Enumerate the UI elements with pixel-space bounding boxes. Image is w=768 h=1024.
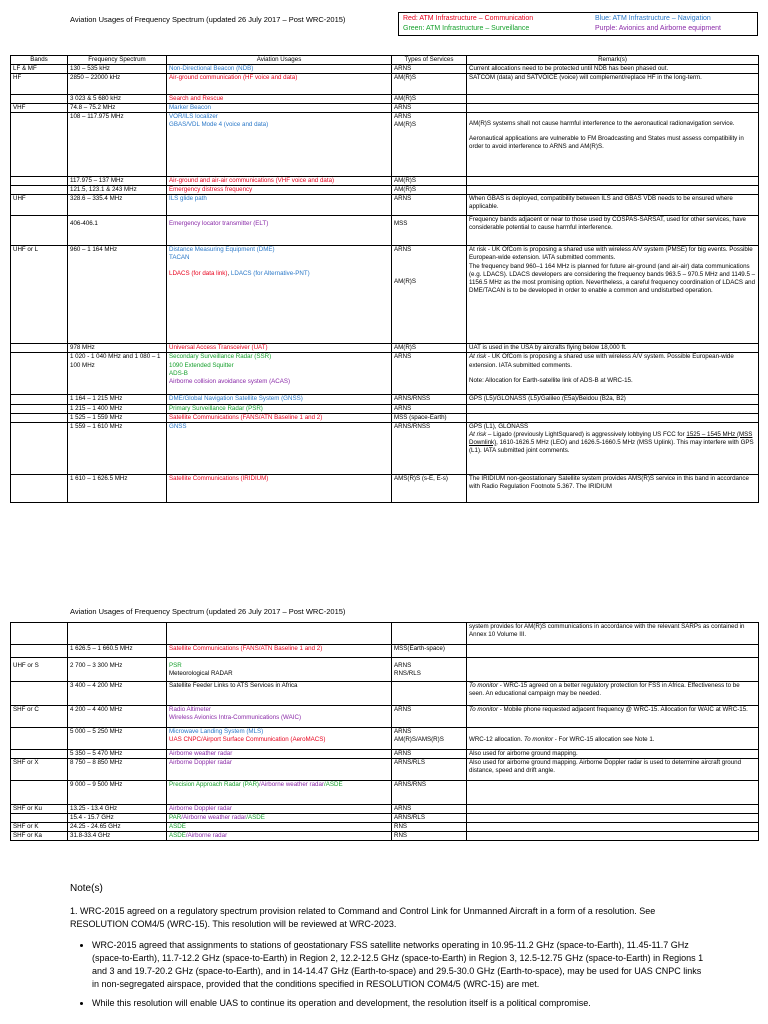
usage-cell [167, 658, 392, 682]
frequency-cell: 960 – 1 164 MHz [68, 246, 167, 344]
remark-line: The frequency band 960–1 164 MHz is planned for future air-ground (and air-air) data communications (e.g. LDACS). LDACS developers are considering the frequency bands 963.5 – 970.5 MHz and 1149.5 – 1156.5 MHz as the most promising option. Nevertheless, a careful frequency coordination of LDACS and DME/TACAN is to be developed in order to enable a common and undisturbed operation. [469, 262, 756, 294]
band-cell [11, 95, 68, 104]
remark-cell: Also used for airborne ground mapping. Airborne Doppler radar is used to determine aircraft ground distance, speed and drift angle. [467, 759, 759, 781]
remark-cell: Also used for airborne ground mapping. [467, 750, 759, 759]
remark-text: 1525 – 1545 MHz (MSS Downlink) [469, 430, 753, 446]
band-cell: UHF [11, 195, 68, 216]
table-row [11, 682, 759, 706]
usage-cell [167, 832, 392, 841]
band-cell: SHF or Ku [11, 805, 68, 814]
service-cell: MSS [392, 216, 467, 246]
service-cell: ARNS/RNS [392, 781, 467, 805]
table-row [11, 353, 759, 395]
table-row [11, 246, 759, 344]
frequency-cell: 5 000 – 5 250 MHz [68, 728, 167, 750]
band-cell [11, 395, 68, 404]
remark-text: WRC-12 allocation. [469, 736, 525, 743]
table-row [11, 395, 759, 404]
remark-cell: SATCOM (data) and SATVOICE (voice) will complement/replace HF in the long-term. [467, 74, 759, 95]
legend-green: Green: ATM Infrastructure – Surveillance [403, 25, 530, 32]
usage-line: UAS CNPC/Airport Surface Communication (AeroMACS) [169, 736, 326, 744]
header-usages: Aviation Usages [167, 56, 392, 65]
spectrum-table-1 [10, 55, 759, 503]
band-cell [11, 682, 68, 706]
note-bullet: • While this resolution will enable UAS to continue its operation and development, the resolution itself is a political compromise. [92, 997, 710, 1010]
usage-line: TACAN [169, 254, 190, 262]
usage-part: Precision Approach Radar (PAR) [169, 781, 259, 789]
frequency-cell: 328.6 – 335.4 MHz [68, 195, 167, 216]
frequency-cell: 117.975 – 137 MHz [68, 177, 167, 186]
service-line: AM(R)S [394, 121, 416, 129]
usage-line: ADS-B [169, 369, 188, 377]
usage-part: PAR [169, 814, 182, 822]
usage-part: /Airborne weather radar [181, 814, 247, 822]
frequency-cell: 3 400 – 4 200 MHz [68, 682, 167, 706]
usage-cell [167, 113, 392, 177]
remark-cell [467, 104, 759, 113]
table-row [11, 706, 759, 728]
service-cell: ARNS [392, 104, 467, 113]
page-title: Aviation Usages of Frequency Spectrum (updated 26 July 2017 – Post WRC-2015) [70, 15, 346, 24]
band-cell [11, 353, 68, 395]
usage-cell: Airborne Doppler radar [167, 805, 392, 814]
remark-cell: The IRIDIUM non-geostationary Satellite system provides AMS(R)S service in this band in accordance with Radio Regulation Footnote 5.367. The IRIDIUM [467, 474, 759, 502]
usage-cell: Satellite Feeder Links to ATS Services in Africa [167, 682, 392, 706]
table-row [11, 645, 759, 658]
service-cell: ARNS/RNSS [392, 422, 467, 474]
band-cell: UHF or L [11, 246, 68, 344]
spectrum-table-2 [10, 622, 759, 841]
notes-section [70, 882, 710, 1016]
table-row [11, 104, 759, 113]
usage-cell: Marker Beacon [167, 104, 392, 113]
table-row [11, 781, 759, 805]
band-cell [11, 781, 68, 805]
remark-cell: Frequency bands adjacent or near to those used by COSPAS-SARSAT, used for other services, have considerable potential to cause harmful interference. [467, 216, 759, 246]
header-bands: Bands [11, 56, 68, 65]
table-row [11, 832, 759, 841]
usage-cell: Search and Rescue [167, 95, 392, 104]
remark-line: AM(R)S systems shall not cause harmful interference to the aeronautical radionavigation service. [469, 120, 735, 128]
remark-flag: At risk [469, 430, 487, 438]
remark-text: - UK OfCom is proposing a shared use with wireless A/V system. Possible European-wide extension. IATA submitted comments. [469, 353, 734, 369]
remark-line [469, 353, 756, 369]
remark-line: At risk - UK OfCom is proposing a shared use with wireless A/V system (PMSE) for big events. Possible European-wide extension. IATA submitted comments. [469, 246, 753, 262]
usage-cell [167, 706, 392, 728]
notes-heading: Note(s) [70, 883, 103, 894]
remark-text: – Ligado (previously LightSquared) is aggressively lobbying US FCC for [486, 430, 687, 438]
band-cell [11, 404, 68, 413]
table-row [11, 344, 759, 353]
frequency-cell: 130 – 535 kHz [68, 65, 167, 74]
service-cell: ARNS [392, 353, 467, 395]
frequency-cell: 8 750 – 8 850 MHz [68, 759, 167, 781]
remark-cell: system provides for AM(R)S communications in accordance with the relevant SARPs as contained in Annex 10 Volume III. [467, 623, 759, 645]
usage-line: Meteorological RADAR [169, 670, 233, 678]
band-cell [11, 216, 68, 246]
usage-cell: Non-Directional Beacon (NDB) [167, 65, 392, 74]
remark-cell [467, 246, 759, 344]
usage-cell: Universal Access Transceiver (UAT) [167, 344, 392, 353]
service-cell: ARNS [392, 195, 467, 216]
service-cell: ARNS [392, 805, 467, 814]
table-row [11, 186, 759, 195]
usage-cell: Primary Surveillance Radar (PSR) [167, 404, 392, 413]
remark-cell [467, 682, 759, 706]
remark-cell [467, 113, 759, 177]
frequency-cell: 2850 – 22000 kHz [68, 74, 167, 95]
frequency-cell: 1 215 – 1 400 MHz [68, 404, 167, 413]
note-bullets [70, 939, 710, 1010]
service-cell: RNS [392, 832, 467, 841]
usage-part: LDACS (for Alternative-PNT) [230, 269, 310, 277]
service-cell: AM(R)S [392, 186, 467, 195]
frequency-cell: 24.25 - 24.65 GHz [68, 823, 167, 832]
remark-flag: To monitor [524, 736, 554, 743]
usage-part: /Airborne radar [185, 832, 228, 840]
frequency-cell: 108 – 117.975 MHz [68, 113, 167, 177]
frequency-cell: 4 200 – 4 400 MHz [68, 706, 167, 728]
table-row [11, 823, 759, 832]
remark-cell: UAT is used in the USA by aircrafts flying below 18,000 ft. [467, 344, 759, 353]
service-cell: ARNS/RLS [392, 759, 467, 781]
service-cell [392, 246, 467, 344]
remark-line: Note: Allocation for Earth-satellite link of ADS-B at WRC-15. [469, 376, 633, 384]
table-row [11, 474, 759, 502]
service-cell [392, 658, 467, 682]
usage-cell [167, 781, 392, 805]
service-cell: ARNS/RLS [392, 814, 467, 823]
usage-cell: Emergency distress frequency [167, 186, 392, 195]
note-paragraph: 1. WRC-2015 agreed on a regulatory spectrum provision related to Command and Control Link for Unmanned Aircraft in a form of a resolution. See RESOLUTION COM4/5 (WRC-15). This resolution will be reviewed at WRC-2023. [70, 905, 656, 929]
band-cell: LF & MF [11, 65, 68, 74]
service-cell [392, 728, 467, 750]
table-row [11, 195, 759, 216]
band-cell: SHF or Ka [11, 832, 68, 841]
table-header-row [11, 56, 759, 65]
header-frequency: Frequency Spectrum [68, 56, 167, 65]
band-cell [11, 623, 68, 645]
remark-cell [467, 186, 759, 195]
table-row [11, 750, 759, 759]
usage-cell: Air-ground communication (HF voice and data) [167, 74, 392, 95]
band-cell: UHF or S [11, 658, 68, 682]
usage-cell: Air-ground and air-air communications (VHF voice and data) [167, 177, 392, 186]
table-row [11, 759, 759, 781]
usage-cell: Emergency locator transmitter (ELT) [167, 216, 392, 246]
usage-line: GBAS/VDL Mode 4 (voice and data) [169, 121, 269, 129]
service-line: AM(R)S/AMS(R)S [394, 736, 444, 744]
remark-text: - Mobile phone requested adjacent frequency @ WRC-15. Allocation for WAIC at WRC-15. [498, 706, 748, 713]
service-cell [392, 623, 467, 645]
band-cell [11, 344, 68, 353]
usage-line: PSR [169, 662, 182, 669]
usage-part: LDACS (for data link) [169, 269, 228, 277]
usage-cell: Airborne Doppler radar [167, 759, 392, 781]
usage-line: Secondary Surveillance Radar (SSR) [169, 353, 272, 361]
service-cell: ARNS [392, 404, 467, 413]
table-row [11, 805, 759, 814]
remark-line [469, 736, 756, 744]
frequency-cell: 1 626.5 – 1 660.5 MHz [68, 645, 167, 658]
frequency-cell: 13.25 - 13.4 GHz [68, 805, 167, 814]
service-cell: AMS(R)S (s-E, E-s) [392, 474, 467, 502]
service-cell: AM(R)S [392, 177, 467, 186]
frequency-cell [68, 623, 167, 645]
remark-cell [467, 814, 759, 823]
service-cell: ARNS/RNSS [392, 395, 467, 404]
frequency-cell: 15.4 - 15.7 GHz [68, 814, 167, 823]
table-row [11, 216, 759, 246]
remark-cell [467, 413, 759, 422]
remark-line: Aeronautical applications are vulnerable to FM Broadcasting and States must assess compatibility in order to avoid interference to ARNS and AM(R)S. [469, 135, 744, 151]
band-cell [11, 186, 68, 195]
band-cell [11, 728, 68, 750]
service-line: ARNS [394, 246, 412, 254]
remark-text: - For WRC-15 allocation see Note 1. [553, 736, 655, 743]
band-cell [11, 814, 68, 823]
frequency-cell: 3 023 & 5 680 kHz [68, 95, 167, 104]
usage-line: Wireless Avionics Intra-Communications (WAIC) [169, 714, 302, 722]
usage-line: Airborne collision avoidance system (ACAS) [169, 377, 291, 385]
usage-cell: Satellite Communications (FANS/ATN Baseline 1 and 2) [167, 413, 392, 422]
service-cell: AM(R)S [392, 74, 467, 95]
frequency-cell: 1 559 – 1 610 MHz [68, 422, 167, 474]
remark-cell [467, 95, 759, 104]
band-cell [11, 422, 68, 474]
table-row [11, 413, 759, 422]
color-legend [398, 12, 758, 36]
service-line: ARNS [394, 728, 412, 735]
service-cell: MSS(Earth-space) [392, 645, 467, 658]
usage-cell: GNSS [167, 422, 392, 474]
remark-text: - WRC-15 agreed on a better regulatory protection for FSS in Africa. Effectiveness to be seen. An educational campaign may be needed. [469, 682, 740, 698]
table-row [11, 113, 759, 177]
frequency-cell: 1 525 – 1 559 MHz [68, 413, 167, 422]
remark-cell [467, 706, 759, 728]
header-remarks: Remark(s) [467, 56, 759, 65]
usage-line: VOR/ILS localizer [169, 113, 218, 121]
remark-cell [467, 658, 759, 682]
usage-cell: Satellite Communications (IRIDIUM) [167, 474, 392, 502]
frequency-cell: 1 164 – 1 215 MHz [68, 395, 167, 404]
usage-cell: Airborne weather radar [167, 750, 392, 759]
band-cell [11, 750, 68, 759]
frequency-cell: 978 MHz [68, 344, 167, 353]
band-cell [11, 474, 68, 502]
usage-cell: DME/Global Navigation Satellite System (GNSS) [167, 395, 392, 404]
frequency-cell: 1 610 – 1 626.5 MHz [68, 474, 167, 502]
usage-cell: ILS glide path [167, 195, 392, 216]
remark-cell [467, 645, 759, 658]
remark-cell [467, 728, 759, 750]
table-row [11, 404, 759, 413]
remark-cell: GPS (L5)/GLONASS (L5)/Galileo (E5a)/Beidou (B2a, B2) [467, 395, 759, 404]
remark-cell [467, 781, 759, 805]
service-cell [392, 113, 467, 177]
remark-line [469, 431, 756, 455]
service-cell: RNS [392, 823, 467, 832]
remark-cell [467, 832, 759, 841]
usage-line: Microwave Landing System (MLS) [169, 728, 264, 735]
usage-cell: ASDE [167, 823, 392, 832]
usage-part: , [227, 269, 231, 277]
table-row [11, 74, 759, 95]
band-cell [11, 645, 68, 658]
remark-line: GPS (L1), GLONASS [469, 422, 529, 430]
table-row [11, 422, 759, 474]
service-line: AM(R)S [394, 278, 416, 286]
page-title-2: Aviation Usages of Frequency Spectrum (updated 26 July 2017 – Post WRC-2015) [70, 607, 346, 616]
note-bullet: • WRC-2015 agreed that assignments to stations of geostationary FSS satellite networks operating in 10.95-11.2 GHz (space-to-Earth), 11.45-11.7 GHz (space-to-Earth), 11.7-12.2 GHz (space-to-Earth) in Region 2, 12.2-12.5 GHz (space-to-Earth) in Region 3, 12.5-12.75 GHz (space-to-Earth) in Regions 1 and 3 and 19.7-20.2 GHz (space-to-Earth), and in 14-14.47 GHz (Earth-to-space) and 29.5-30.0 GHz (Earth-to-space), may be used for UAS CNPC links in non-segregated airspace, provided that the conditions specified in RESOLUTION COM4/5 (WRC-15) are met. [92, 939, 710, 991]
legend-purple: Purple: Avionics and Airborne equipment [595, 25, 721, 32]
remark-flag: To monitor [469, 682, 499, 689]
service-line: ARNS [394, 662, 412, 669]
service-line: RNS/RLS [394, 670, 421, 678]
usage-line: Radio Altimeter [169, 706, 211, 713]
legend-blue: Blue: ATM Infrastructure – Navigation [595, 15, 711, 22]
usage-part: /Airborne weather radar [259, 781, 325, 789]
band-cell [11, 177, 68, 186]
usage-cell [167, 814, 392, 823]
table-row [11, 623, 759, 645]
service-cell: AM(R)S [392, 95, 467, 104]
band-cell [11, 413, 68, 422]
usage-cell [167, 623, 392, 645]
remark-cell [467, 422, 759, 474]
legend-red: Red: ATM Infrastructure – Communication [403, 15, 534, 22]
remark-cell [467, 805, 759, 814]
remark-cell [467, 404, 759, 413]
usage-line: 1090 Extended Squitter [169, 361, 234, 369]
remark-cell: When GBAS is deployed, compatibility between ILS and GBAS VDB needs to be ensured where applicable. [467, 195, 759, 216]
usage-part: /ASDE [246, 814, 265, 822]
service-cell: MSS (space-Earth) [392, 413, 467, 422]
usage-part: ASDE [169, 832, 186, 840]
service-cell: ARNS [392, 706, 467, 728]
service-cell: AM(R)S [392, 344, 467, 353]
table-row [11, 814, 759, 823]
band-cell: SHF or C [11, 706, 68, 728]
band-cell: HF [11, 74, 68, 95]
remark-cell [467, 177, 759, 186]
service-cell: ARNS [392, 750, 467, 759]
service-cell [392, 682, 467, 706]
frequency-cell: 9 000 – 9 500 MHz [68, 781, 167, 805]
usage-cell [167, 353, 392, 395]
remark-text: , 1610-1626.5 MHz (LEO) and 1626.5-1660.5 MHz (MSS Uplink). This may interfere with GPS (L1). IATA submitted joint comments. [469, 438, 754, 454]
remark-cell [467, 353, 759, 395]
frequency-cell: 2 700 – 3 300 MHz [68, 658, 167, 682]
table-row [11, 65, 759, 74]
usage-cell [167, 728, 392, 750]
table-row [11, 95, 759, 104]
band-cell [11, 113, 68, 177]
band-cell: SHF or K [11, 823, 68, 832]
frequency-cell: 406-406.1 [68, 216, 167, 246]
table-row [11, 728, 759, 750]
usage-cell: Satellite Communications (FANS/ATN Baseline 1 and 2) [167, 645, 392, 658]
remark-cell [467, 823, 759, 832]
band-cell: SHF or X [11, 759, 68, 781]
service-cell: ARNS [392, 65, 467, 74]
usage-part: /ASDE [324, 781, 343, 789]
frequency-cell: 1 020 - 1 040 MHz and 1 080 – 1 100 MHz [68, 353, 167, 395]
frequency-cell: 31.8-33.4 GHz [68, 832, 167, 841]
usage-cell [167, 246, 392, 344]
remark-flag: At risk [469, 353, 487, 361]
usage-line [169, 270, 389, 278]
remark-cell: Current allocations need to be protected until NDB has been phased out. [467, 65, 759, 74]
frequency-cell: 74.8 – 75.2 MHz [68, 104, 167, 113]
table-row [11, 658, 759, 682]
frequency-cell: 121.5, 123.1 & 243 MHz [68, 186, 167, 195]
table-row [11, 177, 759, 186]
header-services: Types of Services [392, 56, 467, 65]
frequency-cell: 5 350 – 5 470 MHz [68, 750, 167, 759]
usage-line: Distance Measuring Equipment (DME) [169, 246, 275, 254]
remark-flag: To monitor [469, 706, 499, 713]
service-line: ARNS [394, 113, 412, 121]
band-cell: VHF [11, 104, 68, 113]
